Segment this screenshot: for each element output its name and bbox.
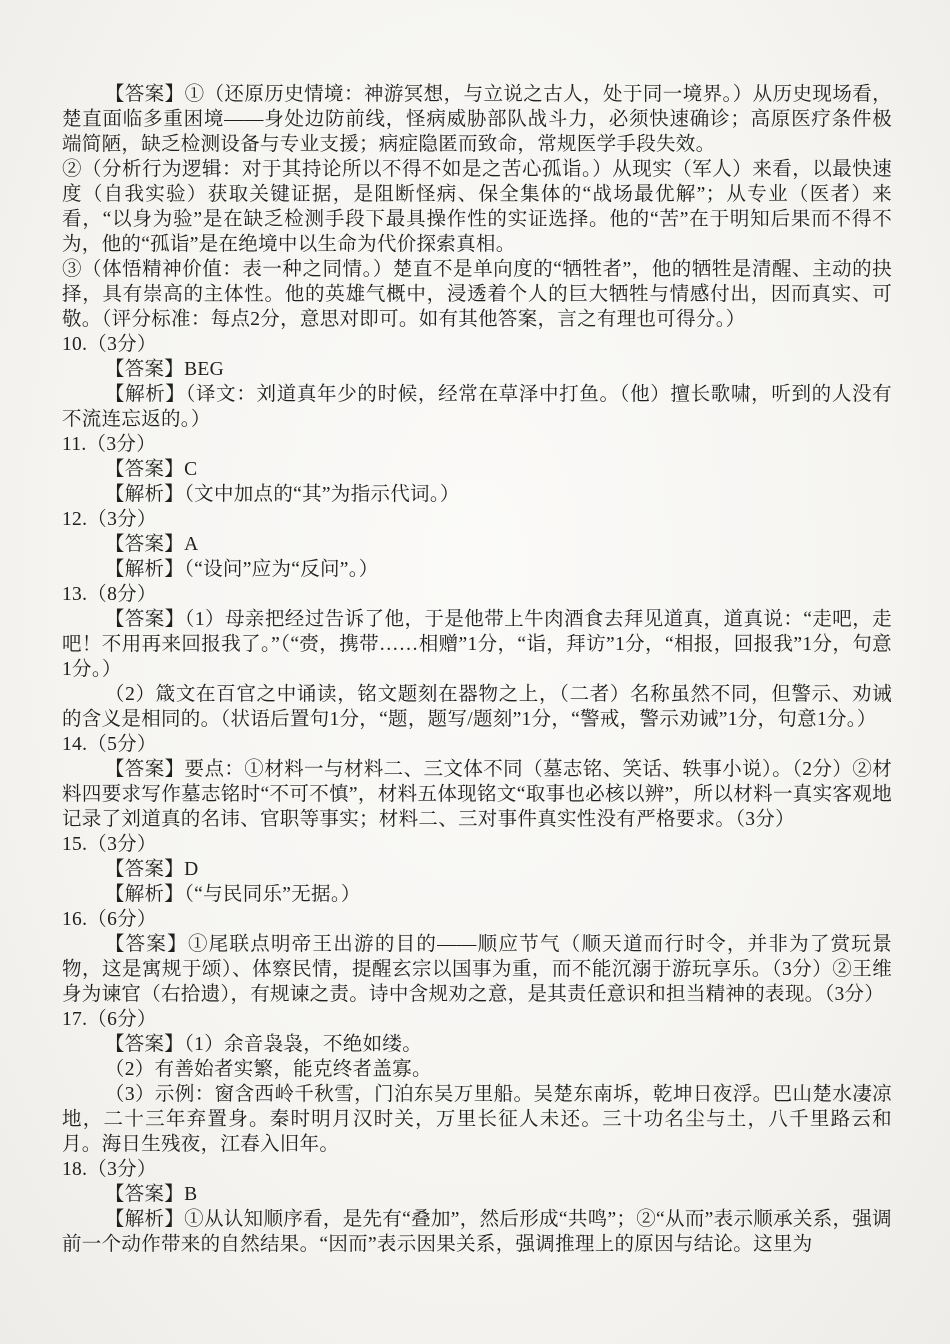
- question-10-answer: 【答案】BEG: [104, 359, 224, 380]
- question-13-answer-part-2: （2）箴文在百官之中诵读，铭文题刻在器物之上，（二者）名称虽然不同，但警示、劝诫的含义是相同的。（状语后置句1分，“题，题写/题刻”1分，“警戒，警示劝诫”1分，句意1分。）: [62, 684, 892, 730]
- question-16-answer: 【答案】①尾联点明帝王出游的目的——顺应节气（顺天道而行时令，并非为了赏玩景物，这是寓规于颂）、体察民情，提醒玄宗以国事为重，而不能沉溺于游玩享乐。（3分）②王维身为谏官（右拾遗），有规谏之责。诗中含规劝之意，是其责任意识和担当精神的表现。（3分）: [62, 934, 892, 1005]
- question-11-answer: 【答案】C: [104, 459, 198, 480]
- question-18-number: 18.（3分）: [62, 1159, 157, 1180]
- question-12-number: 12.（3分）: [62, 509, 157, 530]
- question-17-answer-part-3: （3）示例：窗含西岭千秋雪，门泊东吴万里船。吴楚东南坼，乾坤日夜浮。巴山楚水凄凉地，二十三年弃置身。秦时明月汉时关，万里长征人未还。三十功名尘与土，八千里路云和月。海日生残夜，江春入旧年。: [62, 1084, 892, 1155]
- question-14-answer: 【答案】要点：①材料一与材料二、三文体不同（墓志铭、笑话、轶事小说）。（2分）②材料四要求写作墓志铭时“不可不慎”，材料五体现铭文“取事也必核以辨”，所以材料一真实客观地记录了刘道真的名讳、官职等事实；材料二、三对事件真实性没有严格要求。（3分）: [62, 759, 892, 830]
- question-11-number: 11.（3分）: [62, 434, 157, 455]
- question-13: [62, 582, 892, 732]
- question-15-answer: 【答案】D: [104, 859, 199, 880]
- question-17-answer-part-2: （2）有善始者实繁，能克终者盖寡。: [104, 1059, 432, 1080]
- question-16-number: 16.（6分）: [62, 909, 157, 930]
- question-11-analysis: 【解析】（文中加点的“其”为指示代词。）: [104, 484, 460, 505]
- question-18-analysis: 【解析】①从认知顺序看，是先有“叠加”，然后形成“共鸣”；②“从而”表示顺承关系，强调前一个动作带来的自然结果。“因而”表示因果关系，强调推理上的原因与结论。这里为: [62, 1209, 892, 1255]
- question-17-number: 17.（6分）: [62, 1009, 157, 1030]
- question-10-number: 10.（3分）: [62, 334, 157, 355]
- continued-answer-point-1: 【答案】①（还原历史情境：神游冥想，与立说之古人，处于同一境界。）从历史现场看，楚直面临多重困境——身处边防前线，怪病威胁部队战斗力，必须快速确诊；高原医疗条件极端简陋，缺乏检测设备与专业支援；病症隐匿而致命，常规医学手段失效。: [62, 84, 892, 155]
- question-15: [62, 832, 892, 907]
- question-15-number: 15.（3分）: [62, 834, 157, 855]
- continued-answer-point-2: ②（分析行为逻辑：对于其持论所以不得不如是之苦心孤诣。）从现实（军人）来看，以最快速度（自我实验）获取关键证据，是阻断怪病、保全集体的“战场最优解”；从专业（医者）来看，“以身为验”是在缺乏检测手段下最具操作性的实证选择。他的“苦”在于明知后果而不得不为，他的“孤诣”是在绝境中以生命为代价探索真相。: [62, 159, 892, 255]
- question-18: [62, 1157, 892, 1257]
- question-17-answer-part-1: 【答案】（1）余音袅袅，不绝如缕。: [104, 1034, 422, 1055]
- question-10: [62, 332, 892, 432]
- question-16: [62, 907, 892, 1007]
- question-14-number: 14.（5分）: [62, 734, 157, 755]
- question-13-answer-part-1: 【答案】（1）母亲把经过告诉了他，于是他带上牛肉酒食去拜见道真，道真说：“走吧，走吧！不用再来回报我了。”（“赍，携带……相赠”1分，“诣，拜访”1分，“相报，回报我”1分，句意1分。）: [62, 609, 892, 680]
- question-14: [62, 732, 892, 832]
- question-12-answer: 【答案】A: [104, 534, 199, 555]
- continued-answer-point-3: ③（体悟精神价值：表一种之同情。）楚直不是单向度的“牺牲者”，他的牺牲是清醒、主动的抉择，具有崇高的主体性。他的英雄气概中，浸透着个人的巨大牺牲与情感付出，因而真实、可敬。（评分标准：每点2分，意思对即可。如有其他答案，言之有理也可得分。）: [62, 259, 892, 330]
- question-10-analysis: 【解析】（译文：刘道真年少的时候，经常在草泽中打鱼。（他）擅长歌啸，听到的人没有不流连忘返的。）: [62, 384, 892, 430]
- question-13-number: 13.（8分）: [62, 584, 157, 605]
- question-17: [62, 1007, 892, 1157]
- question-12: [62, 507, 892, 582]
- question-15-analysis: 【解析】（“与民同乐”无据。）: [104, 884, 361, 905]
- question-11: [62, 432, 892, 507]
- question-18-answer: 【答案】B: [104, 1184, 198, 1205]
- question-12-analysis: 【解析】（“设问”应为“反问”。）: [104, 559, 379, 580]
